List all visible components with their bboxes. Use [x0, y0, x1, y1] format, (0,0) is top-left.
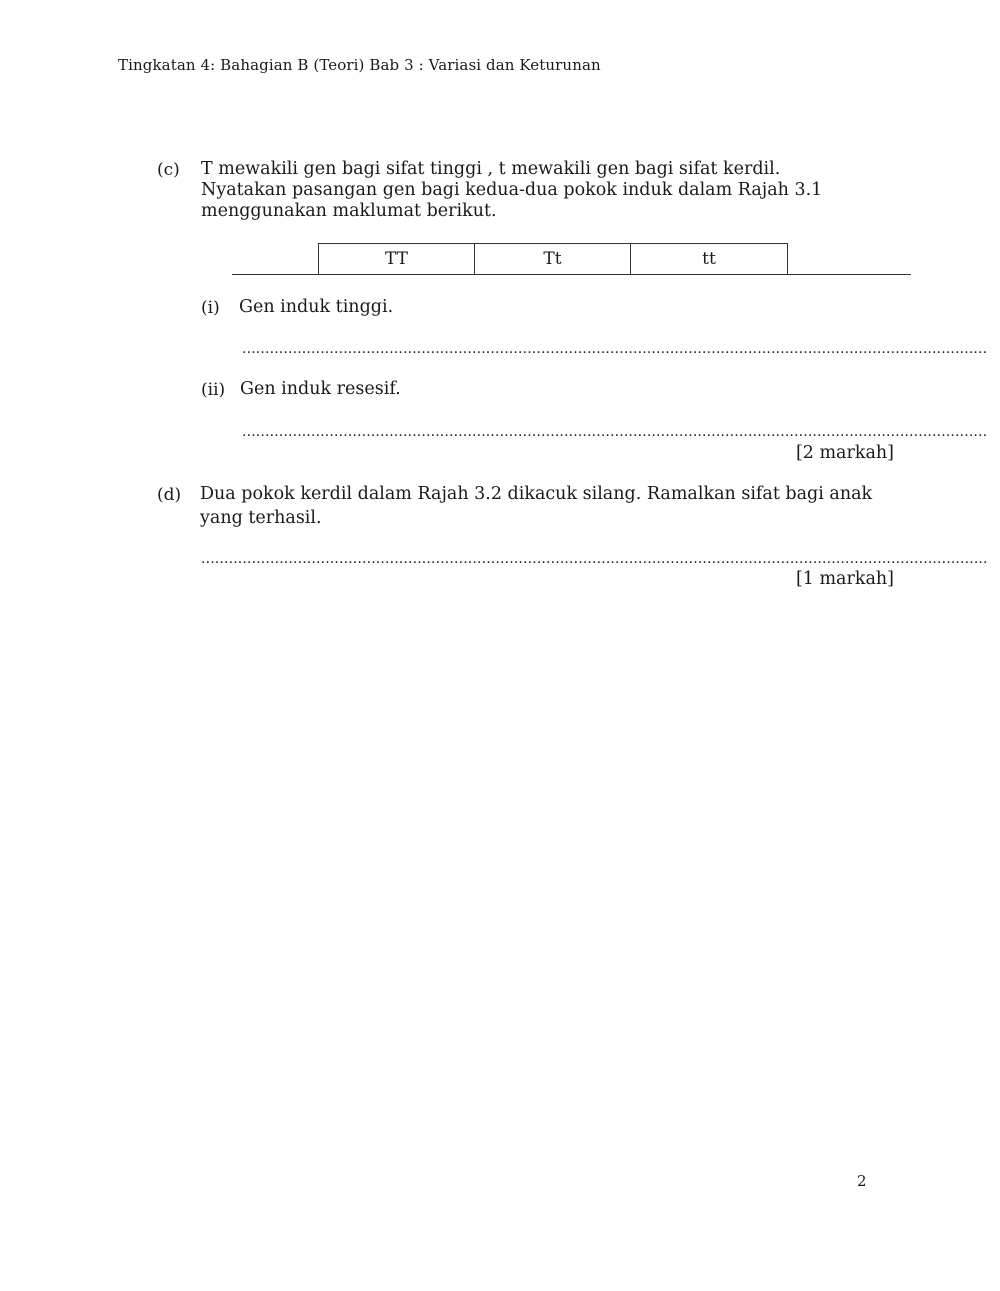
part-ii-text: Gen induk resesif. [240, 379, 401, 399]
part-i-text: Gen induk tinggi. [239, 297, 394, 317]
part-ii-label: (ii) [201, 380, 226, 400]
question-d-label: (d) [157, 485, 182, 505]
answer-line-ii[interactable]: .................................................................................................................................................................. [242, 424, 988, 440]
part-i-label: (i) [201, 298, 220, 318]
gene-option-tt-dominant: TT [319, 244, 475, 274]
question-d-line-2: yang terhasil. [200, 508, 322, 528]
question-d-line-1: Dua pokok kerdil dalam Rajah 3.2 dikacuk silang. Ramalkan sifat bagi anak [200, 484, 873, 504]
answer-line-d[interactable]: ........................................................................................................................................................................... [201, 551, 988, 567]
gene-option-tt-hetero: Tt [475, 244, 631, 274]
page-header: Tingkatan 4: Bahagian B (Teori) Bab 3 : Variasi dan Keturunan [118, 56, 601, 74]
marks-c: [2 markah] [795, 443, 894, 463]
question-c-line-2: Nyatakan pasangan gen bagi kedua-dua pokok induk dalam Rajah 3.1 [201, 180, 823, 200]
question-c-label: (c) [157, 160, 180, 180]
question-c-line-1: T mewakili gen bagi sifat tinggi , t mewakili gen bagi sifat kerdil. [201, 159, 781, 179]
question-c-line-3: menggunakan maklumat berikut. [201, 201, 497, 221]
gene-options-table [318, 243, 788, 275]
answer-line-i[interactable]: .................................................................................................................................................................. [242, 341, 988, 357]
marks-d: [1 markah] [795, 569, 894, 589]
gene-option-tt-recessive: tt [702, 249, 716, 269]
table-baseline [232, 274, 911, 275]
page-number: 2 [857, 1172, 867, 1190]
